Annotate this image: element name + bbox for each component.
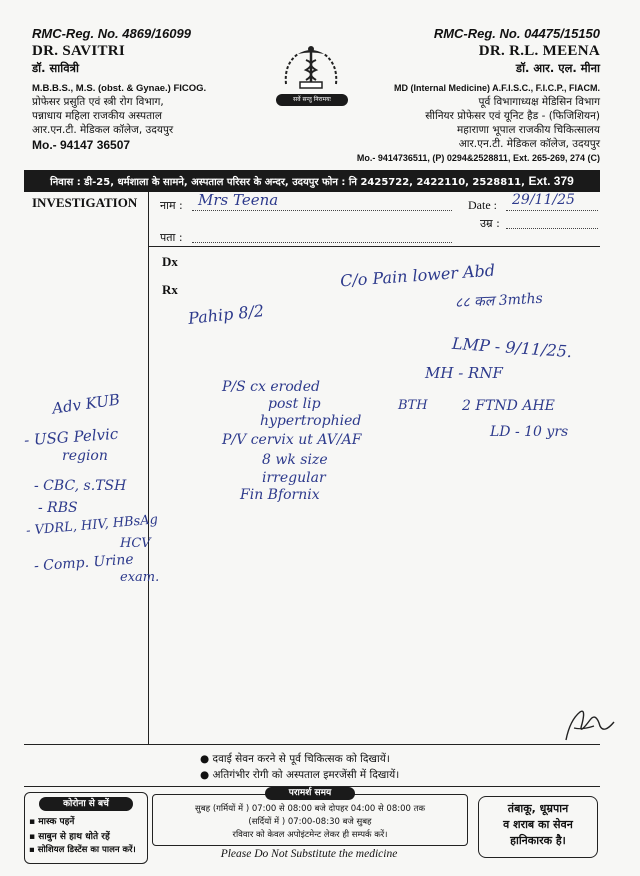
hw-exam1: P/S cx eroded (222, 379, 320, 395)
bullet-icon: ● (200, 753, 210, 765)
hw-history: Pahip 8/2 (187, 301, 265, 328)
hw-inv1: - USG Pelvic (23, 424, 119, 450)
footer-divider (24, 744, 600, 745)
corona-box (24, 792, 148, 864)
hw-bth: BTH (398, 398, 428, 413)
hw-inv4: - VDRL, HIV, HBsAg (25, 512, 159, 539)
consult-title: परामर्श समय (265, 787, 355, 800)
logo-caption: सर्वे सन्तु निरामयः (276, 94, 348, 106)
investigation-label: INVESTIGATION (32, 195, 138, 210)
consult-line1: सुबह (गर्मियों में ) 07:00 से 08:00 बजे दोपहर 04:00 से 08:00 तक (195, 804, 425, 814)
tobacco-warning-box (478, 796, 598, 858)
hw-exam7: Fin Bfornix (240, 487, 320, 503)
hw-inv1b: region (62, 448, 108, 464)
left-doctor-name: DR. SAVITRI (32, 43, 126, 59)
left-reg-no: RMC-Reg. No. 4869/16099 (32, 26, 191, 41)
tobacco-line2: व शराब का सेवन (503, 818, 573, 831)
corona-item2-text: साबुन से हाथ धोते रहें (38, 832, 110, 842)
address-label: पता : (160, 231, 183, 244)
hw-complaint2: ८८ कल 3mths (454, 290, 544, 312)
address-ext: Ext. 379 (528, 174, 574, 188)
name-label: नाम : (160, 199, 183, 212)
right-line1: पूर्व विभागाध्यक्ष मेडिसिन विभाग (478, 96, 600, 108)
right-contact: Mo.- 9414736511, (P) 0294&2528811, Ext. 265-269, 274 (C) (356, 153, 600, 163)
dx-symbol: Dx (162, 254, 178, 269)
hw-complaint1: C/o Pain lower Abd (339, 260, 496, 291)
hw-adv: Adv KUB (51, 390, 121, 418)
footer-note2 (200, 768, 399, 782)
hw-inv3: - RBS (38, 500, 78, 516)
consult-line2: (सर्दियों में ) 07:00-08:30 बजे सुबह (248, 817, 372, 827)
right-degrees: MD (Internal Medicine) A.F.I.S.C., F.I.C.P., FIACM. (393, 83, 600, 93)
rx-symbol: Rx (162, 282, 178, 297)
right-reg-no: RMC-Reg. No. 04475/15150 (433, 26, 600, 41)
hw-exam6: irregular (262, 470, 326, 486)
consult-box (152, 788, 468, 846)
left-doctor-name-hi: डॉ. सावित्री (32, 61, 79, 75)
hw-inv5: - Comp. Urine (33, 551, 135, 575)
address-band (24, 170, 600, 192)
no-substitute-note: Please Do Not Substitute the medicine (220, 848, 398, 860)
tobacco-line1: तंबाकू, धूम्रपान (507, 802, 569, 815)
left-line3: आर.एन.टी. मेडिकल कॉलेज, उदयपुर (32, 124, 174, 136)
hw-mh: MH - RNF (425, 364, 503, 382)
header-divider (148, 246, 600, 247)
hw-exam5: 8 wk size (262, 452, 328, 468)
right-line2: सीनियर प्रोफेसर एवं यूनिट हैड - (फिजिशियन) (425, 110, 600, 122)
hw-inv2: - CBC, s.TSH (34, 478, 127, 494)
corona-item1-text: मास्क पहनें (38, 817, 75, 827)
bullet-icon: ● (200, 769, 210, 781)
left-degrees: M.B.B.S., M.S. (obst. & Gynae.) FICOG. (32, 83, 207, 94)
investigation-divider (148, 192, 149, 744)
corona-item3-text: सोशियल डिस्टेंस का पालन करें। (37, 845, 136, 855)
corona-title: कोरोना से बचें (39, 797, 133, 811)
footer-note1-text: दवाई सेवन करने से पूर्व चिकित्सक को दिखायें। (212, 753, 390, 765)
left-line2: पन्नाधाय महिला राजकीय अस्पताल (32, 110, 162, 122)
left-mobile: Mo.- 94147 36507 (32, 138, 131, 152)
corona-item1: ▪ मास्क पहनें (29, 817, 75, 827)
age-field-line (506, 228, 598, 229)
address-text: निवास : डी-25, धर्मशाला के सामने, अस्पताल परिसर के अन्दर, उदयपुर फोन : नि 2425722, 2422110, 2528811, (50, 177, 525, 188)
left-line1: प्रोफेसर प्रसुति एवं स्त्री रोग विभाग, (32, 96, 164, 108)
hw-lmp: LMP - 9/11/25. (451, 333, 573, 362)
right-doctor-name: DR. R.L. MEENA (478, 43, 600, 59)
footer-note2-text: अतिगंभीर रोगी को अस्पताल इमरजेंसी में दिखायें। (212, 769, 400, 781)
right-line4: आर.एन.टी. मेडिकल कॉलेज, उदयपुर (458, 138, 600, 150)
name-field-line (192, 210, 452, 211)
doctor-signature (560, 700, 620, 746)
address-field-line (192, 242, 452, 243)
right-doctor-name-hi: डॉ. आर. एल. मीना (515, 61, 600, 75)
hw-exam2: post lip (268, 396, 321, 412)
tobacco-line3: हानिकारक है। (510, 834, 566, 847)
date-label: Date : (468, 198, 497, 212)
hw-exam4: P/V cervix ut AV/AF (222, 432, 362, 448)
hw-patient-name: Mrs Teena (198, 191, 279, 209)
hw-date: 29/11/25 (512, 192, 575, 208)
corona-item3: ▪ सोशियल डिस्टेंस का पालन करें। (29, 845, 136, 855)
age-label: उम्र : (480, 217, 500, 230)
hw-exam3: hypertrophied (260, 413, 362, 429)
hw-inv5b: exam. (120, 570, 160, 585)
hw-inv4b: HCV (120, 536, 151, 551)
hw-hist-right1: 2 FTND AHE (462, 398, 555, 414)
date-field-line (506, 210, 598, 211)
consult-line3: रविवार को केवल अपोइंटमेन्ट लेकर ही सम्पर्क करें। (232, 830, 388, 840)
right-line3: महाराणा भूपाल राजकीय चिकित्सालय (457, 124, 600, 136)
hw-hist-right2: LD - 10 yrs (490, 424, 569, 440)
corona-item2: ▪ साबुन से हाथ धोते रहें (29, 832, 110, 842)
footer-note1 (200, 752, 390, 766)
